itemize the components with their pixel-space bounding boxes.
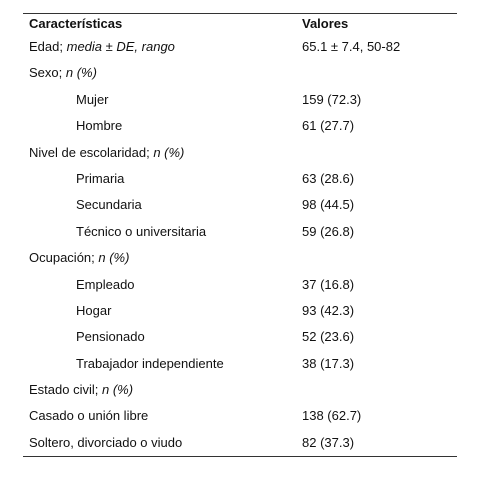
table-row-education-heading <box>23 140 457 166</box>
header-characteristics: Características <box>29 16 123 31</box>
table-row-self-employed <box>23 351 457 377</box>
row-label: Mujer <box>76 91 109 107</box>
row-value: 61 (27.7) <box>302 118 355 134</box>
row-label: Hogar <box>76 302 112 318</box>
table-row-occupation-heading <box>23 245 457 271</box>
row-value: 37 (16.8) <box>302 276 355 292</box>
header-values: Valores <box>302 16 349 31</box>
row-value: 59 (26.8) <box>302 223 355 239</box>
row-label: Soltero, divorciado o viudo <box>29 434 183 450</box>
table-row-primary <box>23 166 457 192</box>
row-label: Trabajador independiente <box>76 355 224 371</box>
row-label: Técnico o universitaria <box>76 223 207 239</box>
row-label: Primaria <box>76 170 125 186</box>
row-label <box>29 60 97 86</box>
row-value: 93 (42.3) <box>302 302 355 318</box>
row-value: 138 (62.7) <box>302 408 362 424</box>
table-row-technical-university <box>23 219 457 245</box>
table-row-employed <box>23 272 457 298</box>
characteristics-table <box>23 13 457 457</box>
row-label-text: Nivel de escolaridad; <box>29 144 150 160</box>
row-label-stat: n (%) <box>65 65 97 81</box>
table-row-secondary <box>23 192 457 218</box>
row-label-stat: n (%) <box>98 250 130 266</box>
table-row-sex-heading <box>23 60 457 86</box>
table-header-row <box>23 14 457 34</box>
row-label: Hombre <box>76 118 123 134</box>
table-row-single <box>23 430 457 456</box>
row-value: 65.1 ± 7.4, 50-82 <box>302 39 401 54</box>
row-label-stat: n (%) <box>153 144 185 160</box>
row-label <box>29 140 184 166</box>
table-row-married <box>23 403 457 429</box>
row-label <box>29 34 175 60</box>
row-label <box>29 377 133 403</box>
table-row-retired <box>23 324 457 350</box>
row-label: Empleado <box>76 276 135 292</box>
row-label: Pensionado <box>76 329 145 345</box>
row-label <box>29 245 129 271</box>
row-label-stat: n (%) <box>102 382 134 398</box>
row-value: 98 (44.5) <box>302 197 355 213</box>
row-label: Secundaria <box>76 197 142 213</box>
row-label-text: Edad; <box>29 39 63 54</box>
row-label-text: Sexo; <box>29 65 63 81</box>
row-label-stat: media ± DE, rango <box>66 39 175 54</box>
row-value: 52 (23.6) <box>302 329 355 345</box>
table-row-marital-heading <box>23 377 457 403</box>
table-row-age <box>23 34 457 60</box>
row-label: Casado o unión libre <box>29 408 149 424</box>
row-label-text: Ocupación; <box>29 250 95 266</box>
row-value: 63 (28.6) <box>302 170 355 186</box>
row-value: 159 (72.3) <box>302 91 362 107</box>
row-value: 38 (17.3) <box>302 355 355 371</box>
table-row-male <box>23 113 457 139</box>
table-row-home <box>23 298 457 324</box>
row-value: 82 (37.3) <box>302 434 355 450</box>
row-label-text: Estado civil; <box>29 382 99 398</box>
table-row-female <box>23 87 457 113</box>
